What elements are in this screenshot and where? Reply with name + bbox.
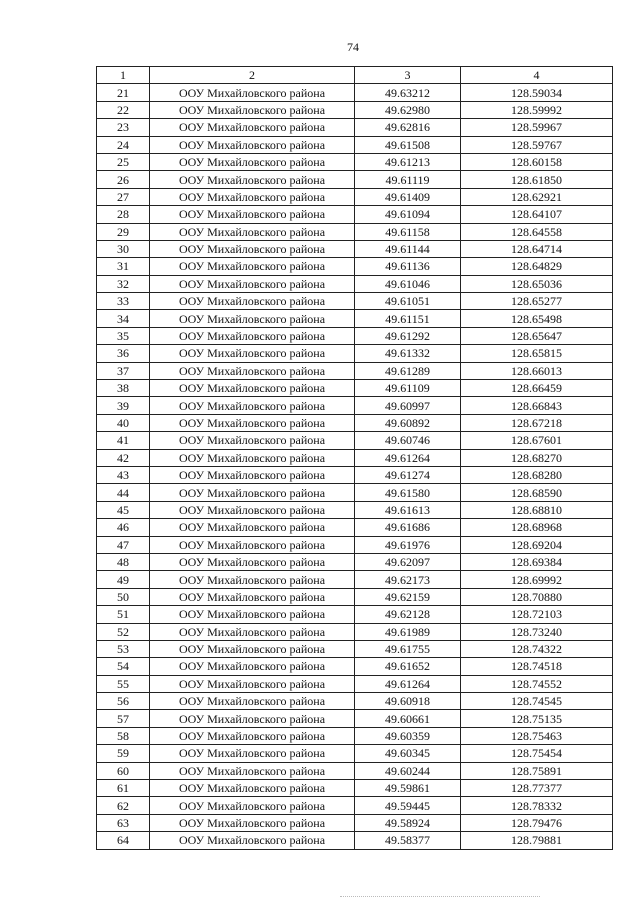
organization-name-cell: ООУ Михайловского района [150,814,355,831]
longitude-cell: 128.78332 [461,797,613,814]
latitude-cell: 49.60918 [355,693,461,710]
row-number-cell: 25 [97,153,150,170]
organization-name-cell: ООУ Михайловского района [150,188,355,205]
longitude-cell: 128.65036 [461,275,613,292]
latitude-cell: 49.60746 [355,432,461,449]
row-number-cell: 29 [97,223,150,240]
organization-name-cell: ООУ Михайловского района [150,762,355,779]
table-row [97,832,613,849]
latitude-cell: 49.58377 [355,832,461,849]
longitude-cell: 128.68270 [461,449,613,466]
table-row [97,797,613,814]
table-row [97,762,613,779]
row-number-cell: 47 [97,536,150,553]
table-row [97,84,613,101]
table-row [97,153,613,170]
row-number-cell: 54 [97,658,150,675]
longitude-cell: 128.67601 [461,432,613,449]
table-row [97,710,613,727]
latitude-cell: 49.63212 [355,84,461,101]
row-number-cell: 51 [97,606,150,623]
longitude-cell: 128.68810 [461,501,613,518]
table-row [97,553,613,570]
table-row [97,501,613,518]
organization-name-cell: ООУ Михайловского района [150,432,355,449]
longitude-cell: 128.66843 [461,397,613,414]
table-row [97,362,613,379]
organization-name-cell: ООУ Михайловского района [150,345,355,362]
longitude-cell: 128.61850 [461,171,613,188]
organization-name-cell: ООУ Михайловского района [150,710,355,727]
longitude-cell: 128.59034 [461,84,613,101]
table-row [97,240,613,257]
organization-name-cell: ООУ Михайловского района [150,606,355,623]
organization-name-cell: ООУ Михайловского района [150,466,355,483]
table-row [97,571,613,588]
organization-name-cell: ООУ Михайловского района [150,832,355,849]
longitude-cell: 128.79881 [461,832,613,849]
row-number-cell: 26 [97,171,150,188]
longitude-cell: 128.68280 [461,466,613,483]
latitude-cell: 49.61051 [355,293,461,310]
longitude-cell: 128.59767 [461,136,613,153]
organization-name-cell: ООУ Михайловского района [150,536,355,553]
table-row [97,745,613,762]
table-row [97,727,613,744]
page-number: 74 [347,40,359,54]
organization-name-cell: ООУ Михайловского района [150,588,355,605]
latitude-cell: 49.62816 [355,119,461,136]
longitude-cell: 128.75891 [461,762,613,779]
latitude-cell: 49.61332 [355,345,461,362]
row-number-cell: 32 [97,275,150,292]
row-number-cell: 28 [97,206,150,223]
latitude-cell: 49.60244 [355,762,461,779]
latitude-cell: 49.61989 [355,623,461,640]
latitude-cell: 49.61094 [355,206,461,223]
longitude-cell: 128.69204 [461,536,613,553]
latitude-cell: 49.61158 [355,223,461,240]
latitude-cell: 49.59861 [355,780,461,797]
longitude-cell: 128.77377 [461,780,613,797]
latitude-cell: 49.61151 [355,310,461,327]
longitude-cell: 128.73240 [461,623,613,640]
latitude-cell: 49.60345 [355,745,461,762]
header-col-2: 2 [150,67,355,84]
table-row [97,814,613,831]
organization-name-cell: ООУ Михайловского района [150,658,355,675]
longitude-cell: 128.75463 [461,727,613,744]
organization-name-cell: ООУ Михайловского района [150,84,355,101]
table-header-row [97,67,613,84]
table-row [97,397,613,414]
latitude-cell: 49.59445 [355,797,461,814]
row-number-cell: 46 [97,519,150,536]
longitude-cell: 128.59967 [461,119,613,136]
table-body [97,84,613,849]
table-row [97,414,613,431]
table-row [97,588,613,605]
latitude-cell: 49.58924 [355,814,461,831]
longitude-cell: 128.69992 [461,571,613,588]
table-row [97,380,613,397]
longitude-cell: 128.62921 [461,188,613,205]
longitude-cell: 128.70880 [461,588,613,605]
longitude-cell: 128.66013 [461,362,613,379]
longitude-cell: 128.64714 [461,240,613,257]
organization-name-cell: ООУ Михайловского района [150,519,355,536]
longitude-cell: 128.74552 [461,675,613,692]
longitude-cell: 128.72103 [461,606,613,623]
organization-name-cell: ООУ Михайловского района [150,553,355,570]
table-row [97,258,613,275]
organization-name-cell: ООУ Михайловского района [150,414,355,431]
row-number-cell: 44 [97,484,150,501]
latitude-cell: 49.61144 [355,240,461,257]
row-number-cell: 37 [97,362,150,379]
table-row [97,432,613,449]
latitude-cell: 49.60359 [355,727,461,744]
row-number-cell: 42 [97,449,150,466]
organization-name-cell: ООУ Михайловского района [150,136,355,153]
longitude-cell: 128.65498 [461,310,613,327]
organization-name-cell: ООУ Михайловского района [150,797,355,814]
organization-name-cell: ООУ Михайловского района [150,153,355,170]
table-row [97,606,613,623]
row-number-cell: 30 [97,240,150,257]
table-row [97,171,613,188]
table-row [97,780,613,797]
table-row [97,136,613,153]
row-number-cell: 45 [97,501,150,518]
row-number-cell: 57 [97,710,150,727]
table-row [97,519,613,536]
organization-name-cell: ООУ Михайловского района [150,675,355,692]
row-number-cell: 53 [97,640,150,657]
latitude-cell: 49.61755 [355,640,461,657]
row-number-cell: 39 [97,397,150,414]
longitude-cell: 128.79476 [461,814,613,831]
latitude-cell: 49.61213 [355,153,461,170]
organization-name-cell: ООУ Михайловского района [150,484,355,501]
table-row [97,536,613,553]
row-number-cell: 59 [97,745,150,762]
longitude-cell: 128.64558 [461,223,613,240]
longitude-cell: 128.59992 [461,101,613,118]
organization-name-cell: ООУ Михайловского района [150,571,355,588]
latitude-cell: 49.61289 [355,362,461,379]
row-number-cell: 48 [97,553,150,570]
organization-name-cell: ООУ Михайловского района [150,258,355,275]
latitude-cell: 49.61686 [355,519,461,536]
row-number-cell: 52 [97,623,150,640]
header-col-3: 3 [355,67,461,84]
coordinates-table [96,66,613,850]
table-row [97,640,613,657]
table-row [97,327,613,344]
row-number-cell: 62 [97,797,150,814]
table-row [97,449,613,466]
organization-name-cell: ООУ Михайловского района [150,449,355,466]
row-number-cell: 21 [97,84,150,101]
latitude-cell: 49.62128 [355,606,461,623]
latitude-cell: 49.61264 [355,449,461,466]
organization-name-cell: ООУ Михайловского района [150,310,355,327]
organization-name-cell: ООУ Михайловского района [150,727,355,744]
longitude-cell: 128.74545 [461,693,613,710]
latitude-cell: 49.61508 [355,136,461,153]
latitude-cell: 49.61264 [355,675,461,692]
latitude-cell: 49.62159 [355,588,461,605]
table-row [97,119,613,136]
row-number-cell: 23 [97,119,150,136]
longitude-cell: 128.65277 [461,293,613,310]
organization-name-cell: ООУ Михайловского района [150,397,355,414]
table-row [97,310,613,327]
organization-name-cell: ООУ Михайловского района [150,623,355,640]
longitude-cell: 128.67218 [461,414,613,431]
table-row [97,658,613,675]
latitude-cell: 49.61580 [355,484,461,501]
latitude-cell: 49.61976 [355,536,461,553]
organization-name-cell: ООУ Михайловского района [150,171,355,188]
row-number-cell: 35 [97,327,150,344]
row-number-cell: 22 [97,101,150,118]
longitude-cell: 128.68590 [461,484,613,501]
row-number-cell: 34 [97,310,150,327]
table-row [97,693,613,710]
longitude-cell: 128.69384 [461,553,613,570]
row-number-cell: 50 [97,588,150,605]
row-number-cell: 40 [97,414,150,431]
row-number-cell: 61 [97,780,150,797]
row-number-cell: 31 [97,258,150,275]
row-number-cell: 24 [97,136,150,153]
row-number-cell: 56 [97,693,150,710]
organization-name-cell: ООУ Михайловского района [150,119,355,136]
latitude-cell: 49.61613 [355,501,461,518]
latitude-cell: 49.62097 [355,553,461,570]
latitude-cell: 49.61046 [355,275,461,292]
longitude-cell: 128.65647 [461,327,613,344]
latitude-cell: 49.62173 [355,571,461,588]
row-number-cell: 27 [97,188,150,205]
latitude-cell: 49.61409 [355,188,461,205]
row-number-cell: 38 [97,380,150,397]
longitude-cell: 128.74322 [461,640,613,657]
organization-name-cell: ООУ Михайловского района [150,327,355,344]
latitude-cell: 49.61109 [355,380,461,397]
scan-artifact [340,896,540,899]
organization-name-cell: ООУ Михайловского района [150,780,355,797]
longitude-cell: 128.60158 [461,153,613,170]
row-number-cell: 33 [97,293,150,310]
latitude-cell: 49.60892 [355,414,461,431]
longitude-cell: 128.68968 [461,519,613,536]
table-row [97,206,613,223]
row-number-cell: 43 [97,466,150,483]
latitude-cell: 49.61274 [355,466,461,483]
longitude-cell: 128.75135 [461,710,613,727]
table-row [97,101,613,118]
organization-name-cell: ООУ Михайловского района [150,101,355,118]
row-number-cell: 64 [97,832,150,849]
latitude-cell: 49.60997 [355,397,461,414]
organization-name-cell: ООУ Михайловского района [150,640,355,657]
row-number-cell: 55 [97,675,150,692]
latitude-cell: 49.61136 [355,258,461,275]
latitude-cell: 49.61119 [355,171,461,188]
organization-name-cell: ООУ Михайловского района [150,206,355,223]
table-row [97,623,613,640]
row-number-cell: 60 [97,762,150,779]
organization-name-cell: ООУ Михайловского района [150,501,355,518]
latitude-cell: 49.61652 [355,658,461,675]
organization-name-cell: ООУ Михайловского района [150,693,355,710]
latitude-cell: 49.62980 [355,101,461,118]
table-row [97,345,613,362]
longitude-cell: 128.65815 [461,345,613,362]
organization-name-cell: ООУ Михайловского района [150,293,355,310]
table-row [97,466,613,483]
organization-name-cell: ООУ Михайловского района [150,223,355,240]
table-row [97,293,613,310]
organization-name-cell: ООУ Михайловского района [150,380,355,397]
row-number-cell: 41 [97,432,150,449]
longitude-cell: 128.64829 [461,258,613,275]
header-col-4: 4 [461,67,613,84]
longitude-cell: 128.75454 [461,745,613,762]
row-number-cell: 63 [97,814,150,831]
latitude-cell: 49.60661 [355,710,461,727]
longitude-cell: 128.64107 [461,206,613,223]
organization-name-cell: ООУ Михайловского района [150,275,355,292]
organization-name-cell: ООУ Михайловского района [150,362,355,379]
row-number-cell: 49 [97,571,150,588]
organization-name-cell: ООУ Михайловского района [150,240,355,257]
latitude-cell: 49.61292 [355,327,461,344]
row-number-cell: 58 [97,727,150,744]
longitude-cell: 128.66459 [461,380,613,397]
row-number-cell: 36 [97,345,150,362]
table-row [97,188,613,205]
table-row [97,223,613,240]
header-col-1: 1 [97,67,150,84]
table-row [97,675,613,692]
table-row [97,484,613,501]
organization-name-cell: ООУ Михайловского района [150,745,355,762]
table-row [97,275,613,292]
longitude-cell: 128.74518 [461,658,613,675]
